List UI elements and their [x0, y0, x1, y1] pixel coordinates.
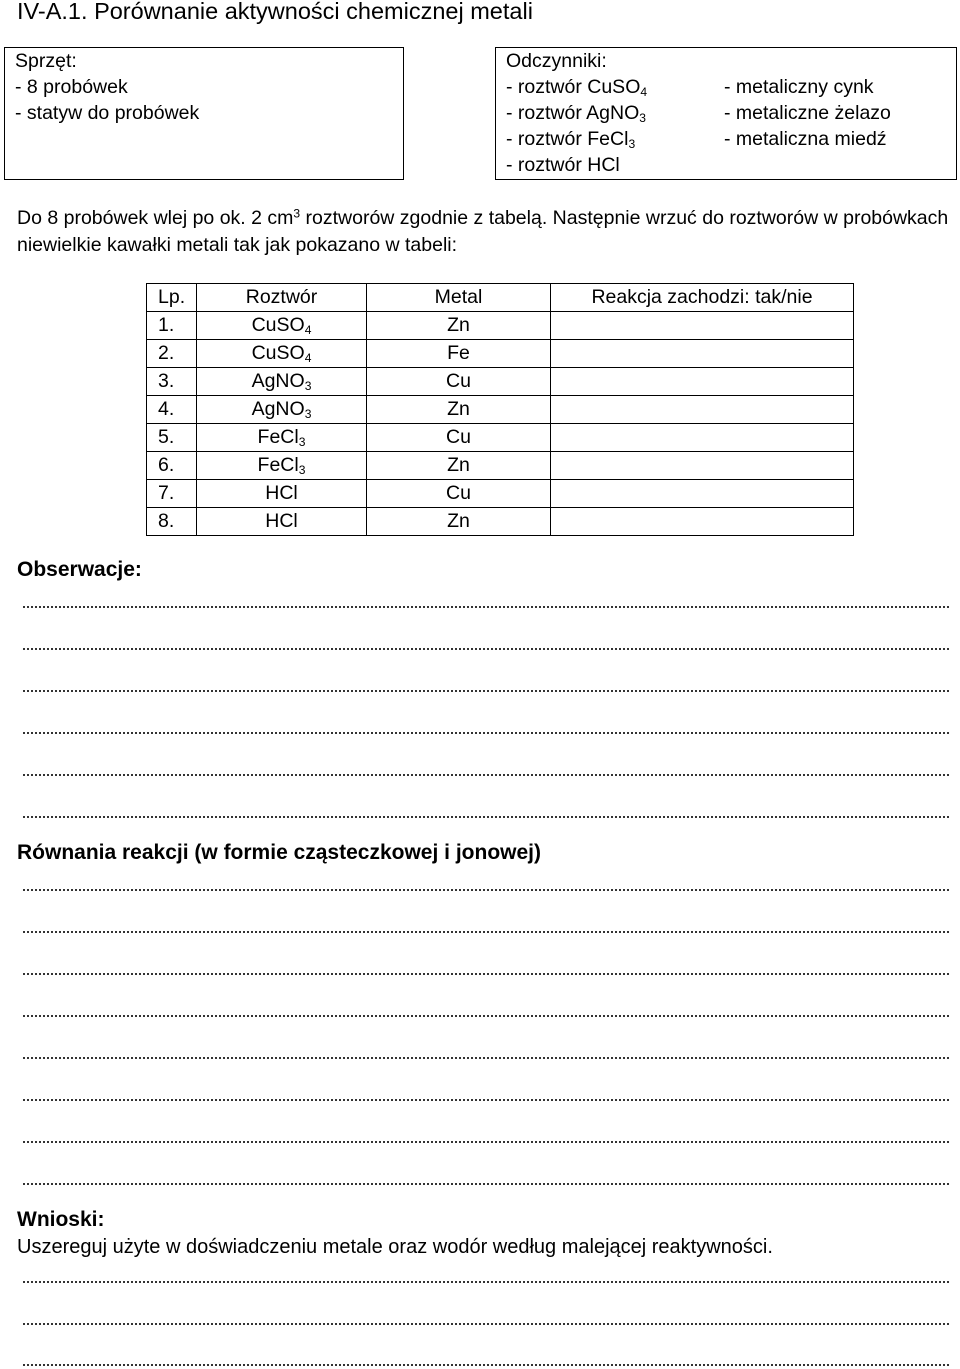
page-title: IV-A.1. Porównanie aktywności chemicznej metali	[17, 0, 533, 24]
table-header-row	[147, 284, 854, 312]
equation-answer-line[interactable]	[22, 1183, 950, 1185]
col-header-metal: Metal	[367, 284, 551, 312]
equation-answer-line[interactable]	[22, 1141, 950, 1143]
reagent-solution: - roztwór FeCl$_3$	[506, 128, 636, 152]
row-result-cell[interactable]	[551, 452, 854, 480]
row-solution: CuSO$_4$	[197, 340, 367, 368]
observation-answer-line[interactable]	[22, 774, 950, 776]
row-metal: Zn	[367, 312, 551, 340]
observation-answer-line[interactable]	[22, 606, 950, 608]
row-number: 2.	[147, 340, 197, 368]
row-number: 1.	[147, 312, 197, 340]
row-number: 6.	[147, 452, 197, 480]
row-solution: FeCl$_3$	[197, 452, 367, 480]
equipment-heading: Sprzęt:	[15, 50, 77, 72]
reagents-heading: Odczynniki:	[506, 50, 607, 72]
row-number: 7.	[147, 480, 197, 508]
table-row	[147, 340, 854, 368]
row-solution: AgNO$_3$	[197, 396, 367, 424]
row-result-cell[interactable]	[551, 508, 854, 536]
reagent-solution: - roztwór HCl	[506, 154, 620, 176]
table-row	[147, 368, 854, 396]
row-metal: Zn	[367, 452, 551, 480]
row-solution: FeCl$_3$	[197, 424, 367, 452]
row-result-cell[interactable]	[551, 312, 854, 340]
observation-answer-line[interactable]	[22, 816, 950, 818]
table-row	[147, 508, 854, 536]
row-number: 8.	[147, 508, 197, 536]
equation-answer-line[interactable]	[22, 931, 950, 933]
row-metal: Zn	[367, 396, 551, 424]
table-row	[147, 424, 854, 452]
conclusions-heading: Wnioski:	[17, 1208, 105, 1231]
row-result-cell[interactable]	[551, 480, 854, 508]
col-header-solution: Roztwór	[197, 284, 367, 312]
col-header-reaction: Reakcja zachodzi: tak/nie	[551, 284, 854, 312]
equation-answer-line[interactable]	[22, 1015, 950, 1017]
table-row	[147, 396, 854, 424]
experiment-table	[146, 283, 854, 536]
row-metal: Fe	[367, 340, 551, 368]
reagent-solution: - roztwór CuSO$_4$	[506, 76, 648, 100]
observation-answer-line[interactable]	[22, 648, 950, 650]
row-metal: Cu	[367, 480, 551, 508]
row-metal: Cu	[367, 424, 551, 452]
table-row	[147, 480, 854, 508]
instructions-paragraph: Do 8 probówek wlej po ok. 2 $cm^3$ roztworów zgodnie z tabelą. Następnie wrzuć do roztworów w probówkach niewielkie kawałki metali tak jak pokazano w tabeli:	[17, 206, 949, 256]
row-number: 5.	[147, 424, 197, 452]
row-number: 3.	[147, 368, 197, 396]
row-solution: HCl	[197, 508, 367, 536]
row-solution: CuSO$_4$	[197, 312, 367, 340]
equipment-item: - statyw do probówek	[15, 102, 200, 124]
observations-heading: Obserwacje:	[17, 558, 142, 581]
observation-answer-line[interactable]	[22, 690, 950, 692]
row-result-cell[interactable]	[551, 396, 854, 424]
row-metal: Zn	[367, 508, 551, 536]
reagent-solution: - roztwór AgNO$_3$	[506, 102, 647, 126]
equipment-item: - 8 probówek	[15, 76, 128, 98]
reagent-metal: - metaliczne żelazo	[724, 102, 891, 124]
row-solution: HCl	[197, 480, 367, 508]
conclusion-answer-line[interactable]	[22, 1281, 950, 1283]
equation-answer-line[interactable]	[22, 973, 950, 975]
equation-answer-line[interactable]	[22, 1057, 950, 1059]
equation-answer-line[interactable]	[22, 1099, 950, 1101]
reagents-box	[495, 47, 957, 180]
conclusions-task: Uszereguj użyte w doświadczeniu metale oraz wodór według malejącej reaktywności.	[17, 1236, 773, 1258]
equations-heading: Równania reakcji (w formie cząsteczkowej i jonowej)	[17, 841, 541, 864]
row-solution: AgNO$_3$	[197, 368, 367, 396]
row-result-cell[interactable]	[551, 424, 854, 452]
row-metal: Cu	[367, 368, 551, 396]
table-row	[147, 312, 854, 340]
table-row	[147, 452, 854, 480]
reagent-metal: - metaliczny cynk	[724, 76, 874, 98]
conclusion-answer-line[interactable]	[22, 1364, 950, 1366]
reagent-metal: - metaliczna miedź	[724, 128, 887, 150]
row-result-cell[interactable]	[551, 340, 854, 368]
equation-answer-line[interactable]	[22, 889, 950, 891]
col-header-lp: Lp.	[147, 284, 197, 312]
conclusion-answer-line[interactable]	[22, 1323, 950, 1325]
observation-answer-line[interactable]	[22, 732, 950, 734]
row-result-cell[interactable]	[551, 368, 854, 396]
row-number: 4.	[147, 396, 197, 424]
equipment-box	[4, 47, 404, 180]
